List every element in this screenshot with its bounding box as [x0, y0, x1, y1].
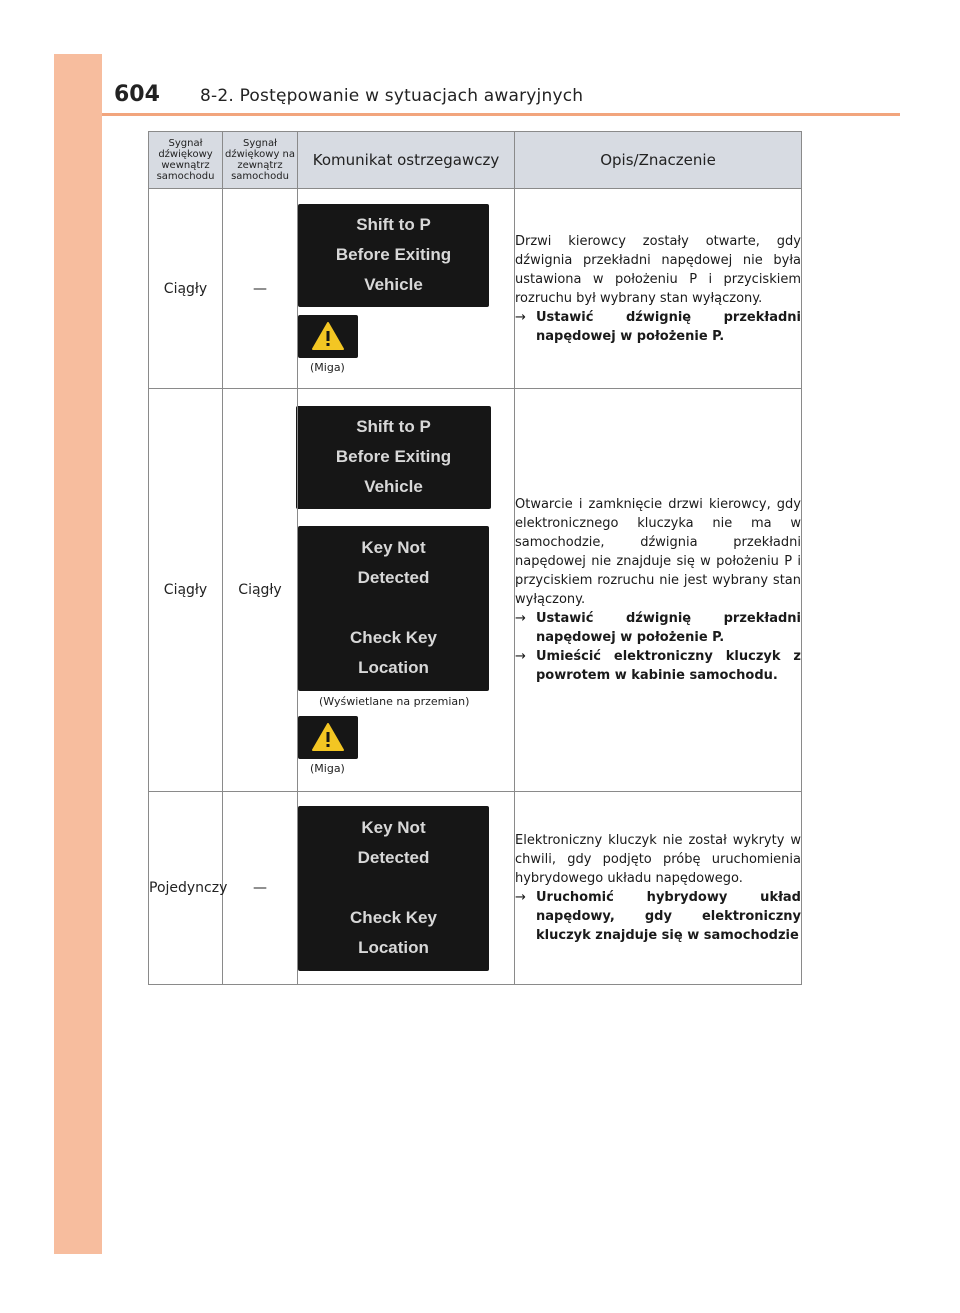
- screen-line: Shift to P: [356, 417, 431, 436]
- exterior-buzzer-cell: Ciągły: [223, 389, 298, 792]
- action-text: Umieścić elektroniczny kluczyk z powrotem w kabinie samochodu.: [536, 649, 801, 683]
- screen-line: Check Key: [350, 908, 437, 927]
- display-screen: [298, 204, 489, 307]
- section-title: 8-2. Postępowanie w sytuacjach awaryjnych: [200, 86, 584, 106]
- page-header: [102, 82, 900, 112]
- exterior-buzzer-cell: —: [223, 189, 298, 389]
- header-exterior-buzzer: Sygnał dźwiękowy na zewnątrz samochodu: [223, 132, 298, 189]
- description-text: Elektroniczny kluczyk nie został wykryty w chwili, gdy podjęto próbę uruchomienia hybrydowego układu napędowego.: [515, 833, 801, 886]
- warning-message-cell: [298, 389, 515, 792]
- description-text: Otwarcie i zamknięcie drzwi kierowcy, gdy elektronicznego kluczyka nie ma w samochodzie, dźwignia przekładni napędowej nie znajduje się w położeniu P i przyciskiem rozruchu nie jest wybrany stan wyłączony.: [515, 497, 801, 607]
- screen-line: Before Exiting: [335, 245, 452, 264]
- table-row: [149, 189, 802, 389]
- screen-line: Key Not: [361, 538, 426, 557]
- side-color-band: [54, 54, 102, 1254]
- flash-caption: (Miga): [310, 761, 345, 775]
- exterior-buzzer-cell: —: [223, 792, 298, 985]
- display-screen: [298, 526, 489, 691]
- action-item: [515, 647, 801, 685]
- master-warning-tile: [298, 716, 358, 759]
- master-warning-tile: [298, 315, 358, 358]
- action-text: Ustawić dźwignię przekładni napędowej w położenie P.: [536, 309, 801, 344]
- action-text: Ustawić dźwignię przekładni napędowej w położenie P.: [536, 611, 801, 645]
- screen-line: Vehicle: [364, 477, 423, 496]
- flash-caption: (Miga): [310, 360, 345, 374]
- screen-line: Location: [358, 658, 429, 677]
- screen-line: Detected: [357, 568, 430, 587]
- description-cell: [515, 389, 802, 792]
- display-screen: [298, 806, 489, 971]
- screen-line: Before Exiting: [335, 447, 452, 466]
- arrow-icon: →: [515, 649, 526, 664]
- action-item: [515, 308, 801, 346]
- interior-buzzer-cell: Pojedynczy: [149, 792, 223, 985]
- table-header-row: [149, 132, 802, 189]
- description-cell: [515, 792, 802, 985]
- header-rule: [102, 113, 900, 116]
- table-row: [149, 389, 802, 792]
- action-text: Uruchomić hybrydowy układ napędowy, gdy elektroniczny kluczyk znajduje się w samochodzie: [536, 890, 801, 943]
- warning-table: [148, 131, 802, 985]
- interior-buzzer-cell: Ciągły: [149, 389, 223, 792]
- screen-line: Location: [358, 938, 429, 957]
- warning-message-cell: [298, 189, 515, 389]
- arrow-icon: →: [515, 890, 526, 905]
- screen-line: Key Not: [361, 818, 426, 837]
- alternating-caption: (Wyświetlane na przemian): [319, 694, 470, 708]
- header-description: Opis/Znaczenie: [515, 132, 802, 189]
- screen-line: Shift to P: [356, 215, 431, 234]
- action-item: [515, 888, 801, 945]
- header-interior-buzzer: Sygnał dźwiękowy wewnątrz samochodu: [149, 132, 223, 189]
- page-number: 604: [114, 82, 160, 107]
- arrow-icon: →: [515, 611, 526, 626]
- action-item: [515, 609, 801, 647]
- description-cell: [515, 189, 802, 389]
- arrow-icon: →: [515, 309, 526, 325]
- interior-buzzer-cell: Ciągły: [149, 189, 223, 389]
- description-text: Drzwi kierowcy zostały otwarte, gdy dźwignia przekładni napędowej nie była ustawiona w położeniu P i przyciskiem rozruchu był wybrany stan wyłączony.: [515, 233, 801, 306]
- header-warning-message: Komunikat ostrzegawczy: [298, 132, 515, 189]
- screen-line: Check Key: [350, 628, 437, 647]
- warning-message-cell: [298, 792, 515, 985]
- display-screen: [296, 406, 491, 509]
- screen-line: Vehicle: [364, 275, 423, 294]
- warning-triangle-icon: [311, 722, 345, 752]
- table-row: [149, 792, 802, 985]
- warning-triangle-icon: [311, 321, 345, 351]
- screen-line: Detected: [357, 848, 430, 867]
